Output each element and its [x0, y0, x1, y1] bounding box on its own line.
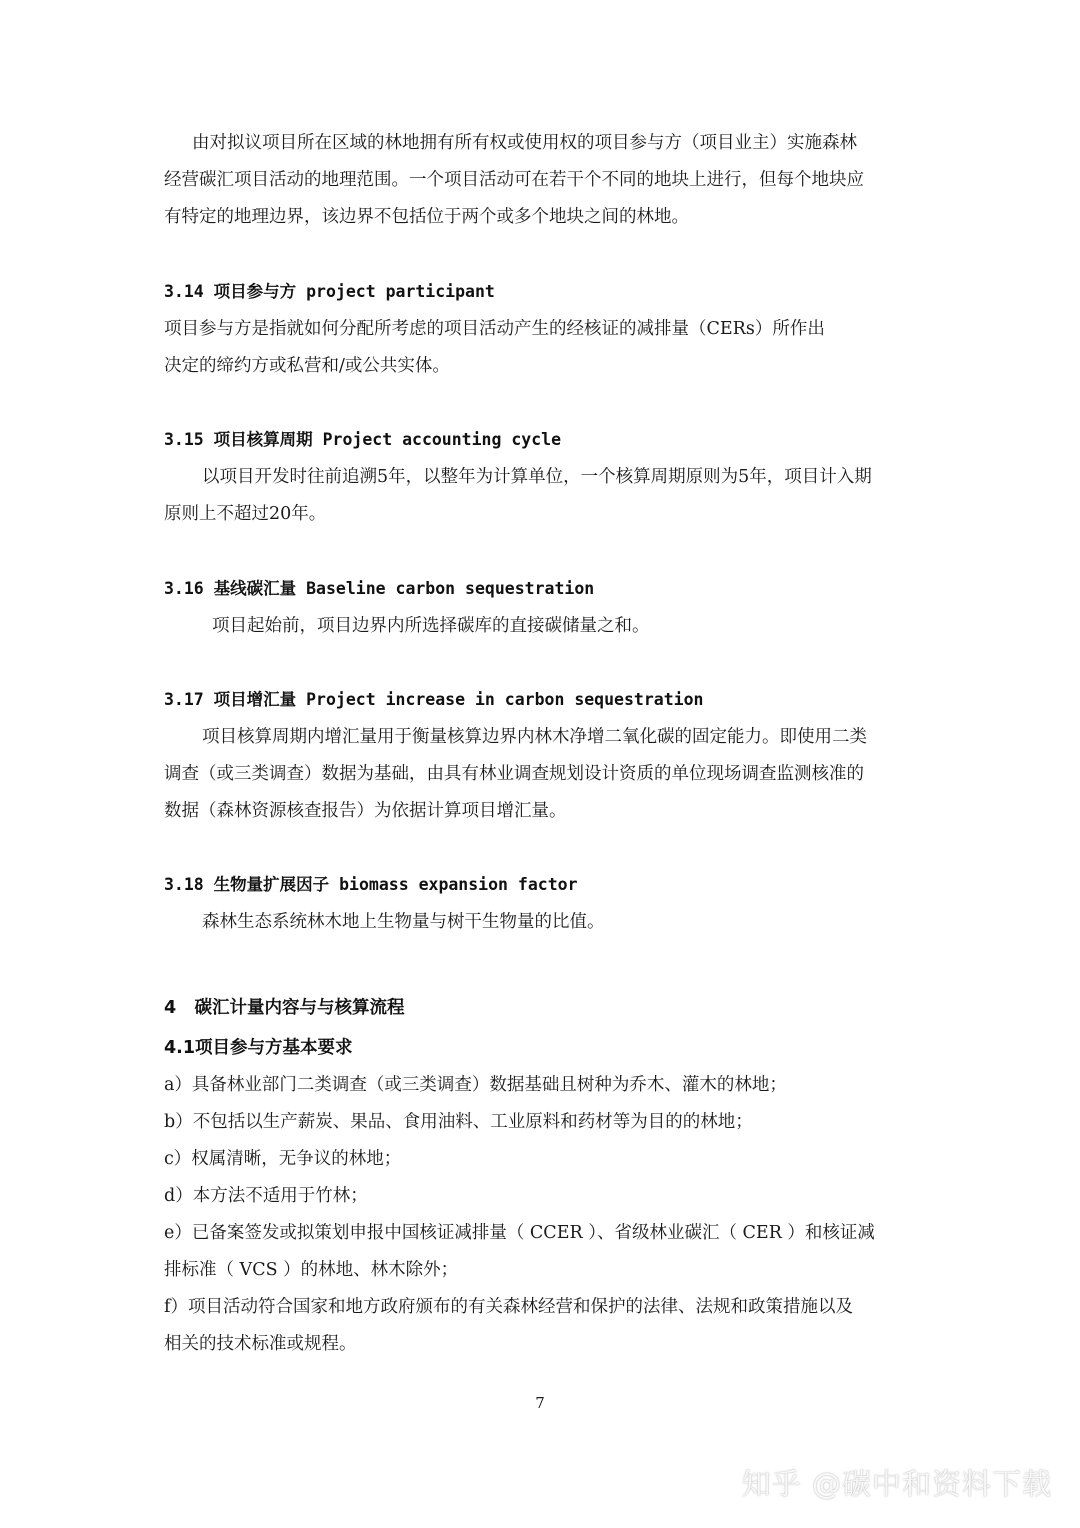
- intro-line-2: 经营碳汇项目活动的地理范围。一个项目活动可在若干个不同的地块上进行，但每个地块应: [164, 170, 864, 190]
- section-3-16-heading: 3.16 基线碳汇量 Baseline carbon sequestration: [164, 579, 595, 598]
- section-3-17-line-2: 调查（或三类调查）数据为基础，由具有林业调查规划设计资质的单位现场调查监测核准的: [164, 764, 864, 784]
- requirement-c: c）权属清晰，无争议的林地；: [164, 1149, 402, 1169]
- section-3-15-line-2: 原则上不超过20年。: [164, 504, 327, 524]
- section-3-18-heading: 3.18 生物量扩展因子 biomass expansion factor: [164, 875, 578, 894]
- intro-line-3: 有特定的地理边界，该边界不包括位于两个或多个地块之间的林地。: [164, 207, 689, 227]
- section-3-18-line-1: 森林生态系统林木地上生物量与树干生物量的比值。: [202, 912, 605, 932]
- section-4-heading: 4 碳汇计量内容与与核算流程: [164, 998, 405, 1018]
- requirement-e-line-2: 排标准（ VCS ）的林地、林木除外；: [164, 1260, 459, 1280]
- requirement-b: b）不包括以生产薪炭、果品、食用油料、工业原料和药材等为目的的林地；: [164, 1112, 753, 1132]
- requirement-a: a）具备林业部门二类调查（或三类调查）数据基础且树种为乔木、灌木的林地；: [164, 1075, 787, 1095]
- section-3-15-heading: 3.15 项目核算周期 Project accounting cycle: [164, 430, 562, 449]
- section-3-17-heading: 3.17 项目增汇量 Project increase in carbon sequestration: [164, 690, 704, 709]
- section-3-16-line-1: 项目起始前，项目边界内所选择碳库的直接碳储量之和。: [212, 616, 650, 636]
- requirement-e-line-1: e）已备案签发或拟策划申报中国核证减排量（ CCER ）、省级林业碳汇（ CER ）和核证减: [164, 1223, 875, 1243]
- page-number: 7: [535, 1394, 545, 1412]
- section-3-14-line-1: 项目参与方是指就如何分配所考虑的项目活动产生的经核证的减排量（CERs）所作出: [164, 319, 825, 339]
- section-3-17-line-1: 项目核算周期内增汇量用于衡量核算边界内林木净增二氧化碳的固定能力。即使用二类: [202, 727, 867, 747]
- intro-line-1: 由对拟议项目所在区域的林地拥有所有权或使用权的项目参与方（项目业主）实施森林: [192, 133, 857, 153]
- section-3-14-heading: 3.14 项目参与方 project participant: [164, 282, 495, 301]
- section-3-17-line-3: 数据（森林资源核查报告）为依据计算项目增汇量。: [164, 801, 567, 821]
- requirement-f-line-1: f）项目活动符合国家和地方政府颁布的有关森林经营和保护的法律、法规和政策措施以及: [164, 1297, 853, 1317]
- requirement-d: d）本方法不适用于竹林；: [164, 1186, 368, 1206]
- section-3-14-line-2: 决定的缔约方或私营和/或公共实体。: [164, 356, 450, 376]
- section-3-15-line-1: 以项目开发时往前追溯5年，以整年为计算单位，一个核算周期原则为5年，项目计入期: [202, 467, 872, 487]
- section-4-1-heading: 4.1项目参与方基本要求: [164, 1038, 353, 1058]
- watermark: 知乎 @碳中和资料下载: [741, 1467, 1052, 1501]
- requirement-f-line-2: 相关的技术标准或规程。: [164, 1334, 357, 1354]
